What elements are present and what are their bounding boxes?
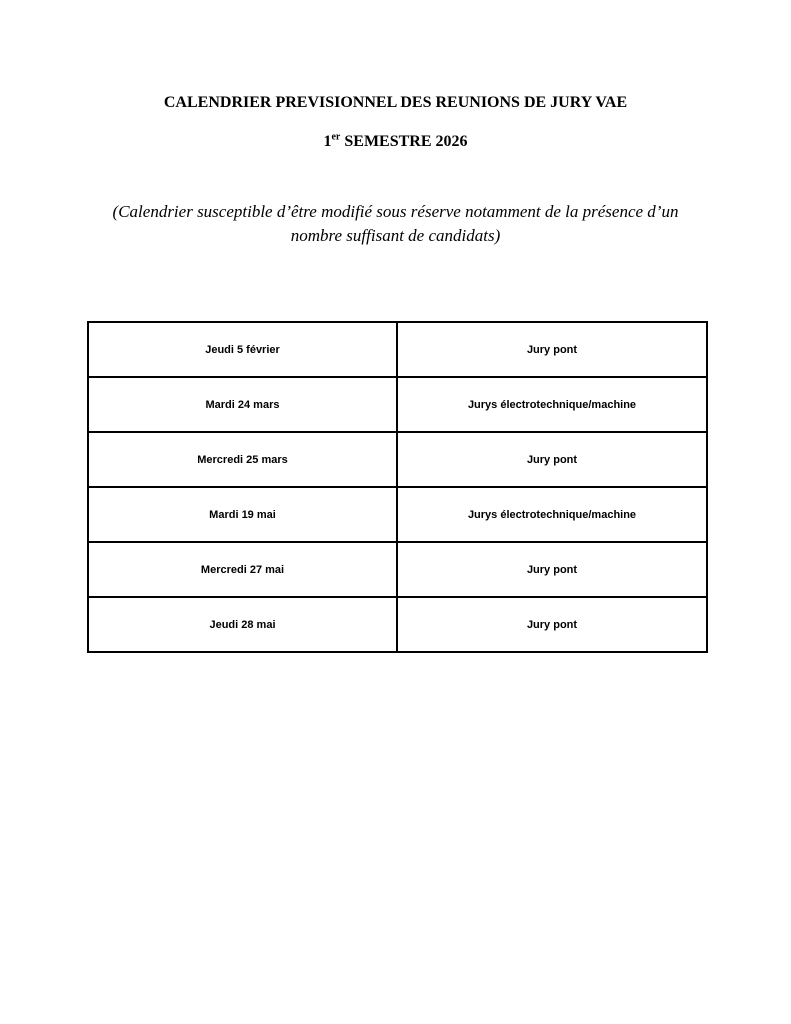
jury-cell: Jurys électrotechnique/machine (397, 377, 707, 432)
disclaimer-note (80, 200, 711, 248)
table-row (88, 322, 707, 377)
table-row (88, 597, 707, 652)
table-row (88, 377, 707, 432)
date-cell: Mardi 24 mars (88, 377, 397, 432)
date-cell: Jeudi 28 mai (88, 597, 397, 652)
date-cell: Mercredi 25 mars (88, 432, 397, 487)
date-cell: Jeudi 5 février (88, 322, 397, 377)
table-row (88, 487, 707, 542)
jury-cell: Jury pont (397, 322, 707, 377)
table-row (88, 542, 707, 597)
note-line-1: (Calendrier susceptible d’être modifié sous réserve notamment de la présence d’un (112, 202, 679, 221)
date-cell: Mardi 19 mai (88, 487, 397, 542)
note-line-2: nombre suffisant de candidats) (290, 226, 501, 245)
jury-cell: Jury pont (397, 542, 707, 597)
jury-schedule-table (87, 321, 708, 653)
subtitle-number: 1 (323, 133, 332, 150)
jury-cell: Jurys électrotechnique/machine (397, 487, 707, 542)
subtitle-text: SEMESTRE 2026 (340, 133, 468, 150)
document-subtitle (0, 132, 791, 152)
subtitle-superscript: er (331, 131, 341, 143)
jury-cell: Jury pont (397, 432, 707, 487)
jury-cell: Jury pont (397, 597, 707, 652)
table-row (88, 432, 707, 487)
document-title: CALENDRIER PREVISIONNEL DES REUNIONS DE JURY VAE (163, 94, 628, 111)
date-cell: Mercredi 27 mai (88, 542, 397, 597)
